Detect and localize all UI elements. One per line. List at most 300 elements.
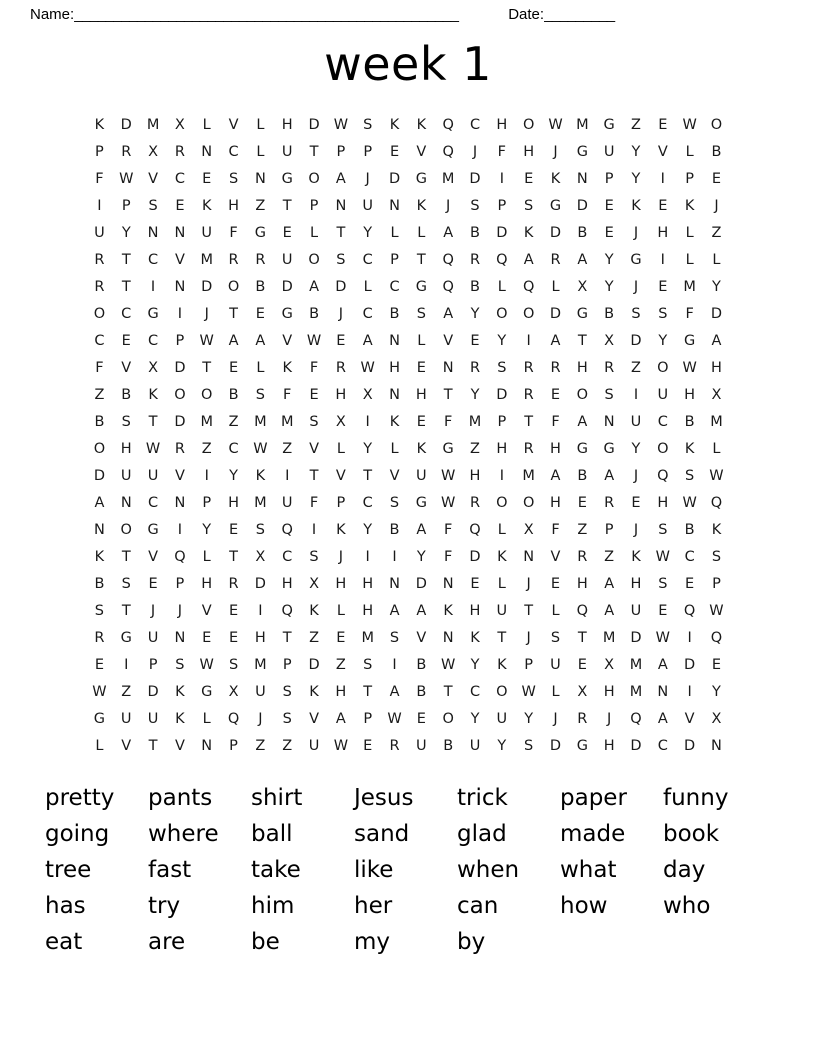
- grid-letter[interactable]: Y: [470, 657, 480, 673]
- grid-letter[interactable]: P: [685, 171, 694, 187]
- grid-letter[interactable]: K: [443, 603, 453, 619]
- grid-letter[interactable]: V: [416, 630, 427, 646]
- grid-letter[interactable]: O: [522, 306, 535, 322]
- grid-letter[interactable]: E: [577, 657, 587, 673]
- grid-letter[interactable]: M: [280, 414, 294, 430]
- grid-letter[interactable]: R: [174, 144, 185, 160]
- grid-letter[interactable]: W: [655, 549, 670, 565]
- date-write-in-line[interactable]: _________: [544, 6, 615, 23]
- grid-letter[interactable]: W: [199, 657, 214, 673]
- grid-letter[interactable]: A: [335, 171, 346, 187]
- grid-letter[interactable]: E: [202, 630, 212, 646]
- grid-letter[interactable]: C: [362, 495, 373, 511]
- grid-letter[interactable]: U: [120, 468, 132, 484]
- word-bank-item[interactable]: going: [45, 821, 110, 847]
- grid-letter[interactable]: T: [282, 198, 292, 214]
- grid-letter[interactable]: S: [175, 657, 185, 673]
- grid-letter[interactable]: Y: [497, 738, 507, 754]
- grid-letter[interactable]: F: [444, 414, 453, 430]
- grid-letter[interactable]: W: [145, 441, 161, 457]
- grid-letter[interactable]: I: [633, 387, 639, 403]
- grid-letter[interactable]: M: [441, 171, 455, 187]
- grid-letter[interactable]: L: [551, 603, 560, 619]
- grid-letter[interactable]: S: [631, 306, 641, 322]
- grid-letter[interactable]: I: [258, 603, 263, 619]
- grid-letter[interactable]: L: [256, 117, 265, 133]
- grid-letter[interactable]: S: [121, 576, 131, 592]
- grid-letter[interactable]: K: [711, 522, 722, 538]
- grid-letter[interactable]: W: [548, 117, 563, 133]
- grid-letter[interactable]: Z: [631, 117, 641, 133]
- grid-letter[interactable]: N: [389, 387, 400, 403]
- grid-letter[interactable]: V: [309, 441, 319, 457]
- grid-letter[interactable]: Q: [442, 279, 454, 295]
- grid-letter[interactable]: V: [174, 252, 185, 268]
- grid-letter[interactable]: F: [685, 306, 694, 322]
- grid-letter[interactable]: T: [524, 603, 534, 619]
- grid-letter[interactable]: E: [148, 576, 158, 592]
- word-bank-item[interactable]: her: [354, 893, 393, 919]
- grid-letter[interactable]: M: [468, 414, 482, 430]
- grid-letter[interactable]: B: [470, 279, 480, 295]
- word-bank-item[interactable]: him: [251, 893, 295, 919]
- grid-letter[interactable]: C: [469, 117, 481, 133]
- word-bank-item[interactable]: pretty: [45, 785, 115, 811]
- grid-letter[interactable]: J: [633, 468, 639, 484]
- grid-letter[interactable]: K: [416, 441, 427, 457]
- grid-letter[interactable]: W: [441, 495, 456, 511]
- grid-letter[interactable]: N: [442, 360, 454, 376]
- grid-letter[interactable]: D: [335, 279, 347, 295]
- grid-letter[interactable]: V: [174, 738, 185, 754]
- grid-letter[interactable]: R: [550, 252, 561, 268]
- grid-letter[interactable]: W: [521, 684, 536, 700]
- grid-letter[interactable]: V: [389, 468, 400, 484]
- grid-letter[interactable]: P: [202, 495, 212, 511]
- grid-letter[interactable]: N: [442, 576, 454, 592]
- grid-letter[interactable]: Z: [228, 414, 239, 430]
- grid-letter[interactable]: K: [94, 117, 105, 133]
- word-bank-item[interactable]: are: [148, 929, 186, 955]
- grid-letter[interactable]: B: [389, 522, 400, 538]
- grid-letter[interactable]: M: [200, 252, 213, 268]
- grid-letter[interactable]: A: [255, 333, 266, 349]
- grid-letter[interactable]: A: [550, 468, 561, 484]
- grid-letter[interactable]: R: [228, 576, 239, 592]
- name-write-in-line[interactable]: _________________________________________________: [74, 6, 459, 23]
- grid-letter[interactable]: W: [387, 711, 402, 727]
- grid-letter[interactable]: X: [148, 360, 159, 376]
- grid-letter[interactable]: Y: [470, 387, 480, 403]
- word-bank-item[interactable]: ball: [251, 821, 293, 847]
- grid-letter[interactable]: L: [336, 603, 345, 619]
- grid-letter[interactable]: B: [684, 414, 695, 430]
- grid-letter[interactable]: K: [389, 414, 400, 430]
- grid-letter[interactable]: S: [389, 630, 400, 646]
- grid-letter[interactable]: X: [309, 576, 319, 592]
- grid-letter[interactable]: E: [416, 414, 426, 430]
- word-bank-item[interactable]: made: [560, 821, 626, 847]
- grid-letter[interactable]: U: [469, 738, 481, 754]
- grid-letter[interactable]: T: [121, 603, 131, 619]
- grid-letter[interactable]: T: [309, 144, 319, 160]
- grid-letter[interactable]: G: [576, 306, 588, 322]
- grid-letter[interactable]: S: [228, 171, 239, 187]
- grid-letter[interactable]: U: [147, 630, 159, 646]
- grid-letter[interactable]: X: [577, 279, 588, 295]
- grid-letter[interactable]: L: [336, 441, 345, 457]
- grid-letter[interactable]: G: [147, 522, 159, 538]
- grid-letter[interactable]: N: [335, 198, 347, 214]
- grid-letter[interactable]: J: [633, 279, 639, 295]
- grid-letter[interactable]: B: [255, 279, 266, 295]
- grid-letter[interactable]: E: [202, 171, 212, 187]
- grid-letter[interactable]: U: [496, 711, 508, 727]
- grid-letter[interactable]: L: [497, 522, 506, 538]
- grid-letter[interactable]: B: [389, 306, 400, 322]
- grid-letter[interactable]: C: [174, 171, 185, 187]
- grid-letter[interactable]: K: [497, 549, 507, 565]
- grid-letter[interactable]: H: [469, 603, 481, 619]
- grid-letter[interactable]: N: [711, 738, 722, 754]
- grid-letter[interactable]: P: [363, 144, 373, 160]
- grid-letter[interactable]: S: [336, 252, 346, 268]
- grid-letter[interactable]: Z: [577, 522, 588, 538]
- grid-letter[interactable]: B: [94, 576, 105, 592]
- word-bank-item[interactable]: fast: [148, 857, 192, 883]
- grid-letter[interactable]: C: [94, 333, 105, 349]
- grid-letter[interactable]: F: [95, 171, 104, 187]
- grid-letter[interactable]: A: [657, 657, 668, 673]
- grid-letter[interactable]: F: [444, 522, 453, 538]
- grid-letter[interactable]: P: [497, 198, 507, 214]
- grid-letter[interactable]: B: [604, 306, 615, 322]
- grid-letter[interactable]: B: [577, 225, 588, 241]
- grid-letter[interactable]: Y: [631, 144, 641, 160]
- grid-letter[interactable]: S: [685, 468, 695, 484]
- grid-letter[interactable]: I: [124, 657, 129, 673]
- grid-letter[interactable]: P: [604, 171, 614, 187]
- grid-letter[interactable]: L: [417, 225, 426, 241]
- grid-letter[interactable]: Y: [202, 522, 212, 538]
- grid-letter[interactable]: T: [121, 252, 131, 268]
- grid-letter[interactable]: P: [229, 738, 238, 754]
- grid-letter[interactable]: C: [362, 306, 373, 322]
- grid-letter[interactable]: B: [94, 414, 105, 430]
- grid-letter[interactable]: G: [201, 684, 213, 700]
- grid-letter[interactable]: H: [201, 576, 213, 592]
- word-bank-item[interactable]: when: [457, 857, 520, 883]
- grid-letter[interactable]: J: [553, 144, 558, 160]
- grid-letter[interactable]: J: [446, 198, 451, 214]
- grid-letter[interactable]: P: [524, 657, 534, 673]
- grid-letter[interactable]: M: [629, 684, 643, 700]
- grid-letter[interactable]: T: [524, 414, 534, 430]
- grid-letter[interactable]: J: [150, 603, 156, 619]
- grid-letter[interactable]: N: [174, 630, 186, 646]
- grid-letter[interactable]: O: [710, 117, 723, 133]
- grid-letter[interactable]: I: [499, 171, 504, 187]
- grid-letter[interactable]: C: [389, 279, 400, 295]
- grid-letter[interactable]: C: [228, 441, 239, 457]
- grid-letter[interactable]: I: [365, 549, 370, 565]
- grid-letter[interactable]: H: [415, 387, 427, 403]
- grid-letter[interactable]: U: [550, 657, 561, 673]
- grid-letter[interactable]: X: [577, 684, 588, 700]
- grid-letter[interactable]: O: [576, 387, 589, 403]
- grid-letter[interactable]: N: [174, 225, 186, 241]
- grid-letter[interactable]: G: [603, 441, 615, 457]
- grid-letter[interactable]: E: [389, 144, 400, 160]
- grid-letter[interactable]: Y: [604, 279, 614, 295]
- grid-letter[interactable]: S: [363, 117, 373, 133]
- grid-letter[interactable]: S: [658, 576, 668, 592]
- grid-letter[interactable]: Z: [309, 630, 319, 646]
- grid-letter[interactable]: S: [282, 711, 292, 727]
- grid-letter[interactable]: I: [204, 468, 209, 484]
- grid-letter[interactable]: E: [336, 630, 346, 646]
- grid-letter[interactable]: X: [255, 549, 266, 565]
- grid-letter[interactable]: W: [360, 360, 375, 376]
- grid-letter[interactable]: F: [551, 414, 560, 430]
- grid-letter[interactable]: I: [660, 252, 665, 268]
- grid-letter[interactable]: T: [443, 387, 453, 403]
- grid-letter[interactable]: O: [496, 306, 508, 322]
- grid-letter[interactable]: D: [308, 657, 320, 673]
- grid-letter[interactable]: H: [228, 198, 239, 214]
- grid-letter[interactable]: S: [148, 198, 158, 214]
- grid-letter[interactable]: Z: [121, 684, 132, 700]
- grid-letter[interactable]: Z: [255, 198, 266, 214]
- grid-letter[interactable]: O: [174, 387, 186, 403]
- grid-letter[interactable]: O: [201, 387, 213, 403]
- grid-letter[interactable]: P: [148, 657, 158, 673]
- grid-letter[interactable]: W: [709, 468, 724, 484]
- grid-letter[interactable]: O: [522, 117, 535, 133]
- grid-letter[interactable]: W: [655, 630, 670, 646]
- grid-letter[interactable]: R: [389, 738, 400, 754]
- grid-letter[interactable]: L: [202, 711, 211, 727]
- grid-letter[interactable]: O: [657, 360, 669, 376]
- word-bank-item[interactable]: tree: [45, 857, 92, 883]
- grid-letter[interactable]: X: [228, 684, 239, 700]
- grid-letter[interactable]: W: [306, 333, 322, 349]
- grid-letter[interactable]: J: [633, 225, 639, 241]
- grid-letter[interactable]: S: [524, 198, 534, 214]
- grid-letter[interactable]: K: [470, 630, 480, 646]
- grid-letter[interactable]: E: [658, 279, 668, 295]
- grid-letter[interactable]: S: [658, 306, 668, 322]
- grid-letter[interactable]: L: [390, 441, 399, 457]
- grid-letter[interactable]: R: [94, 279, 105, 295]
- grid-letter[interactable]: L: [712, 441, 721, 457]
- grid-letter[interactable]: H: [469, 468, 481, 484]
- grid-letter[interactable]: A: [389, 603, 400, 619]
- grid-letter[interactable]: T: [309, 468, 319, 484]
- grid-letter[interactable]: B: [577, 468, 588, 484]
- grid-letter[interactable]: T: [443, 684, 453, 700]
- grid-letter[interactable]: R: [469, 252, 481, 268]
- grid-letter[interactable]: H: [550, 441, 561, 457]
- grid-letter[interactable]: R: [174, 441, 185, 457]
- grid-letter[interactable]: K: [497, 657, 507, 673]
- word-search-grid[interactable]: [86, 112, 730, 760]
- grid-letter[interactable]: A: [657, 711, 668, 727]
- grid-letter[interactable]: V: [282, 333, 293, 349]
- grid-letter[interactable]: H: [576, 360, 588, 376]
- grid-letter[interactable]: Q: [710, 630, 723, 646]
- word-bank-item[interactable]: try: [148, 893, 181, 919]
- grid-letter[interactable]: Z: [631, 360, 641, 376]
- grid-letter[interactable]: H: [523, 144, 535, 160]
- grid-letter[interactable]: Y: [363, 522, 373, 538]
- grid-letter[interactable]: B: [416, 684, 427, 700]
- grid-letter[interactable]: R: [577, 549, 588, 565]
- grid-letter[interactable]: K: [550, 171, 561, 187]
- grid-letter[interactable]: G: [93, 711, 106, 727]
- grid-letter[interactable]: E: [228, 522, 239, 538]
- grid-letter[interactable]: S: [470, 198, 480, 214]
- grid-letter[interactable]: S: [121, 414, 131, 430]
- grid-letter[interactable]: W: [333, 738, 349, 754]
- grid-letter[interactable]: D: [281, 279, 293, 295]
- grid-letter[interactable]: M: [522, 468, 535, 484]
- grid-letter[interactable]: E: [604, 198, 614, 214]
- grid-letter[interactable]: Y: [121, 225, 131, 241]
- grid-letter[interactable]: Z: [711, 225, 722, 241]
- grid-letter[interactable]: V: [121, 738, 132, 754]
- grid-letter[interactable]: Y: [631, 171, 641, 187]
- grid-letter[interactable]: I: [392, 657, 397, 673]
- grid-letter[interactable]: Z: [282, 738, 293, 754]
- grid-letter[interactable]: O: [120, 522, 132, 538]
- grid-letter[interactable]: I: [392, 549, 397, 565]
- grid-letter[interactable]: V: [550, 549, 561, 565]
- grid-letter[interactable]: C: [469, 684, 481, 700]
- grid-letter[interactable]: T: [202, 360, 212, 376]
- grid-letter[interactable]: S: [363, 657, 373, 673]
- grid-letter[interactable]: T: [363, 468, 373, 484]
- grid-letter[interactable]: Q: [174, 549, 186, 565]
- grid-letter[interactable]: X: [711, 387, 722, 403]
- grid-letter[interactable]: C: [148, 252, 159, 268]
- grid-letter[interactable]: E: [121, 333, 131, 349]
- grid-letter[interactable]: H: [335, 684, 347, 700]
- grid-letter[interactable]: H: [281, 576, 293, 592]
- grid-letter[interactable]: S: [550, 630, 561, 646]
- grid-letter[interactable]: U: [362, 198, 373, 214]
- grid-letter[interactable]: C: [657, 414, 668, 430]
- grid-letter[interactable]: C: [684, 549, 695, 565]
- grid-letter[interactable]: Q: [496, 252, 508, 268]
- grid-letter[interactable]: D: [684, 657, 696, 673]
- grid-letter[interactable]: T: [577, 333, 587, 349]
- grid-letter[interactable]: Z: [201, 441, 212, 457]
- grid-letter[interactable]: V: [309, 711, 319, 727]
- grid-letter[interactable]: F: [551, 522, 560, 538]
- grid-letter[interactable]: R: [94, 252, 105, 268]
- grid-letter[interactable]: M: [683, 279, 696, 295]
- grid-letter[interactable]: I: [177, 306, 183, 322]
- word-bank-item[interactable]: be: [251, 929, 280, 955]
- grid-letter[interactable]: H: [630, 576, 642, 592]
- word-bank-item[interactable]: who: [663, 893, 711, 919]
- grid-letter[interactable]: V: [121, 360, 132, 376]
- word-bank-item[interactable]: where: [148, 821, 219, 847]
- grid-letter[interactable]: E: [309, 387, 319, 403]
- grid-letter[interactable]: E: [228, 630, 239, 646]
- grid-letter[interactable]: B: [121, 387, 132, 403]
- grid-letter[interactable]: E: [577, 495, 587, 511]
- grid-letter[interactable]: K: [309, 684, 319, 700]
- grid-letter[interactable]: N: [201, 738, 213, 754]
- grid-letter[interactable]: O: [496, 684, 508, 700]
- grid-letter[interactable]: R: [469, 360, 481, 376]
- grid-letter[interactable]: S: [658, 522, 668, 538]
- grid-letter[interactable]: K: [684, 441, 695, 457]
- grid-letter[interactable]: U: [120, 711, 132, 727]
- grid-letter[interactable]: F: [95, 360, 104, 376]
- grid-letter[interactable]: U: [657, 387, 669, 403]
- word-bank-item[interactable]: funny: [663, 785, 729, 811]
- grid-letter[interactable]: G: [415, 279, 427, 295]
- grid-letter[interactable]: L: [551, 279, 560, 295]
- grid-letter[interactable]: K: [309, 603, 319, 619]
- grid-letter[interactable]: H: [496, 441, 508, 457]
- grid-letter[interactable]: L: [256, 144, 265, 160]
- word-bank-item[interactable]: trick: [457, 785, 508, 811]
- grid-letter[interactable]: K: [416, 198, 427, 214]
- grid-letter[interactable]: N: [389, 198, 400, 214]
- grid-letter[interactable]: H: [550, 495, 561, 511]
- grid-letter[interactable]: D: [549, 738, 562, 754]
- word-bank-item[interactable]: paper: [560, 785, 627, 811]
- grid-letter[interactable]: Q: [227, 711, 240, 727]
- grid-letter[interactable]: Y: [229, 468, 238, 484]
- grid-letter[interactable]: R: [523, 441, 534, 457]
- word-bank-item[interactable]: has: [45, 893, 86, 919]
- grid-letter[interactable]: R: [604, 495, 615, 511]
- grid-letter[interactable]: P: [390, 252, 399, 268]
- grid-letter[interactable]: R: [255, 252, 266, 268]
- grid-letter[interactable]: O: [442, 711, 454, 727]
- grid-letter[interactable]: P: [336, 144, 346, 160]
- grid-letter[interactable]: E: [711, 171, 722, 187]
- grid-letter[interactable]: G: [576, 441, 588, 457]
- grid-letter[interactable]: M: [146, 117, 160, 133]
- grid-letter[interactable]: L: [309, 225, 319, 241]
- grid-letter[interactable]: N: [174, 495, 186, 511]
- grid-letter[interactable]: M: [602, 630, 616, 646]
- grid-letter[interactable]: C: [148, 333, 159, 349]
- grid-letter[interactable]: H: [389, 360, 400, 376]
- grid-letter[interactable]: H: [335, 387, 347, 403]
- grid-letter[interactable]: A: [550, 333, 561, 349]
- grid-letter[interactable]: T: [121, 279, 131, 295]
- grid-letter[interactable]: F: [283, 387, 292, 403]
- grid-letter[interactable]: G: [603, 117, 615, 133]
- grid-letter[interactable]: L: [202, 549, 211, 565]
- grid-letter[interactable]: T: [416, 252, 426, 268]
- grid-letter[interactable]: D: [576, 198, 588, 214]
- grid-letter[interactable]: L: [712, 252, 721, 268]
- grid-letter[interactable]: I: [285, 468, 290, 484]
- grid-letter[interactable]: O: [93, 441, 106, 457]
- grid-letter[interactable]: Q: [442, 144, 454, 160]
- grid-letter[interactable]: R: [523, 387, 534, 403]
- grid-letter[interactable]: I: [526, 333, 531, 349]
- grid-letter[interactable]: Y: [631, 441, 641, 457]
